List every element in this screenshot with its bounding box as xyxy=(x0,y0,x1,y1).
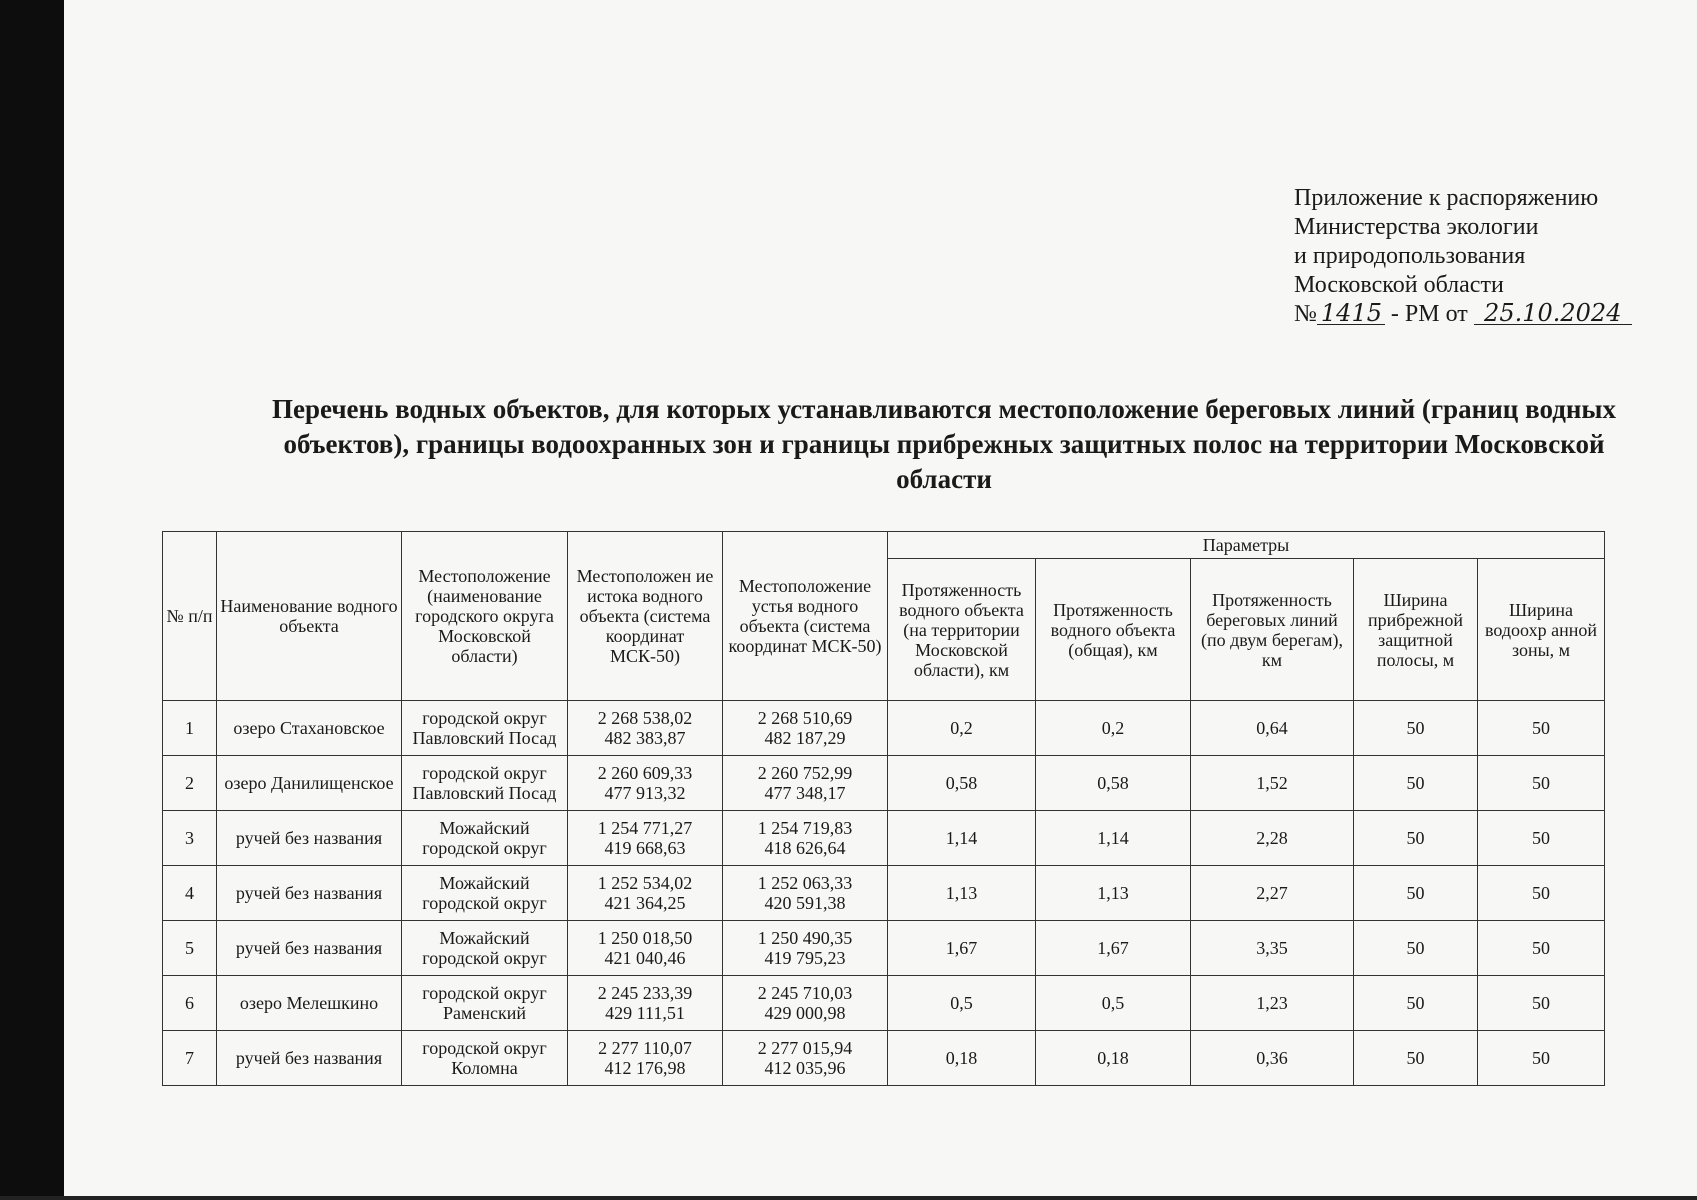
mouth-coord-y: 420 591,38 xyxy=(764,893,846,913)
document-title: Перечень водных объектов, для которых устанавливаются местоположение береговых линий (границ водных объектов), границы водоохранных зон и границы прибрежных защитных полос на территории Московской области xyxy=(272,394,1616,494)
cell-mouth xyxy=(723,1031,888,1086)
annex-order-line xyxy=(1294,300,1632,329)
location-line-2: городской округ xyxy=(422,948,547,968)
source-coord-y: 419 668,63 xyxy=(604,838,686,858)
location-line-1: Можайский xyxy=(439,873,530,893)
mouth-coord-x: 2 277 015,94 xyxy=(757,1038,853,1058)
source-coord-x: 2 268 538,02 xyxy=(597,708,693,728)
source-coord-x: 1 254 771,27 xyxy=(597,818,693,838)
cell-water-zone: 50 xyxy=(1478,811,1605,866)
cell-mouth xyxy=(723,921,888,976)
cell-length-region: 0,18 xyxy=(888,1031,1036,1086)
cell-mouth xyxy=(723,756,888,811)
location-line-2: Коломна xyxy=(451,1058,518,1078)
source-coord-y: 421 040,46 xyxy=(604,948,686,968)
order-date-handwritten: 25.10.2024 xyxy=(1474,302,1632,325)
cell-mouth xyxy=(723,976,888,1031)
cell-water-zone: 50 xyxy=(1478,1031,1605,1086)
table-row xyxy=(163,976,1605,1031)
mouth-coord-x: 1 250 490,35 xyxy=(757,928,853,948)
mouth-coord-y: 482 187,29 xyxy=(764,728,846,748)
location-line-1: Можайский xyxy=(439,928,530,948)
cell-name: озеро Стахановское xyxy=(217,701,402,756)
source-coord-y: 482 383,87 xyxy=(604,728,686,748)
cell-shoreline: 2,28 xyxy=(1191,811,1354,866)
cell-mouth xyxy=(723,811,888,866)
scan-bottom-edge xyxy=(0,1196,1697,1200)
cell-shoreline: 2,27 xyxy=(1191,866,1354,921)
cell-name: озеро Мелешкино xyxy=(217,976,402,1031)
scan-dark-edge xyxy=(0,0,64,1200)
location-line-2: Раменский xyxy=(442,1003,526,1023)
cell-shoreline: 1,52 xyxy=(1191,756,1354,811)
cell-length-region: 1,13 xyxy=(888,866,1036,921)
source-coord-x: 2 277 110,07 xyxy=(598,1038,692,1058)
table-row xyxy=(163,866,1605,921)
header-name: Наименование водного объекта xyxy=(217,532,402,701)
cell-num: 3 xyxy=(163,811,217,866)
cell-source xyxy=(568,756,723,811)
source-coord-y: 421 364,25 xyxy=(604,893,686,913)
annex-line-4: Московской области xyxy=(1294,272,1504,298)
header-shoreline: Протяженность береговых линий (по двум берегам), км xyxy=(1191,559,1354,701)
cell-coastal-strip: 50 xyxy=(1354,921,1478,976)
source-coord-x: 1 252 534,02 xyxy=(597,873,693,893)
cell-shoreline: 0,36 xyxy=(1191,1031,1354,1086)
cell-source xyxy=(568,921,723,976)
mouth-coord-x: 1 254 719,83 xyxy=(757,818,853,838)
source-coord-x: 2 260 609,33 xyxy=(597,763,693,783)
cell-coastal-strip: 50 xyxy=(1354,701,1478,756)
cell-length-total: 0,18 xyxy=(1036,1031,1191,1086)
cell-num: 7 xyxy=(163,1031,217,1086)
location-line-1: городской округ xyxy=(422,708,547,728)
cell-coastal-strip: 50 xyxy=(1354,756,1478,811)
location-line-2: городской округ xyxy=(422,893,547,913)
cell-water-zone: 50 xyxy=(1478,756,1605,811)
header-row-top xyxy=(163,532,1605,559)
mouth-coord-y: 412 035,96 xyxy=(764,1058,846,1078)
cell-location xyxy=(402,701,568,756)
cell-name: озеро Данилищенское xyxy=(217,756,402,811)
header-num: № п/п xyxy=(163,532,217,701)
source-coord-y: 429 111,51 xyxy=(605,1003,685,1023)
cell-mouth xyxy=(723,701,888,756)
cell-source xyxy=(568,1031,723,1086)
cell-num: 4 xyxy=(163,866,217,921)
cell-num: 2 xyxy=(163,756,217,811)
cell-water-zone: 50 xyxy=(1478,866,1605,921)
annex-line-2: Министерства экологии xyxy=(1294,214,1539,240)
cell-location xyxy=(402,811,568,866)
order-number-handwritten: 1415 xyxy=(1317,302,1385,325)
cell-name: ручей без названия xyxy=(217,921,402,976)
table-row xyxy=(163,1031,1605,1086)
header-coastal-strip: Ширина прибрежной защитной полосы, м xyxy=(1354,559,1478,701)
location-line-1: городской округ xyxy=(422,763,547,783)
cell-name: ручей без названия xyxy=(217,866,402,921)
water-objects-table xyxy=(162,531,1605,1086)
location-line-1: городской округ xyxy=(422,983,547,1003)
cell-num: 5 xyxy=(163,921,217,976)
source-coord-x: 2 245 233,39 xyxy=(597,983,693,1003)
cell-length-total: 1,14 xyxy=(1036,811,1191,866)
annex-line-3: и природопользования xyxy=(1294,243,1526,269)
cell-length-total: 1,13 xyxy=(1036,866,1191,921)
cell-length-total: 1,67 xyxy=(1036,921,1191,976)
cell-length-total: 0,5 xyxy=(1036,976,1191,1031)
cell-length-region: 0,5 xyxy=(888,976,1036,1031)
source-coord-y: 412 176,98 xyxy=(604,1058,686,1078)
cell-coastal-strip: 50 xyxy=(1354,976,1478,1031)
cell-source xyxy=(568,976,723,1031)
cell-num: 1 xyxy=(163,701,217,756)
location-line-2: Павловский Посад xyxy=(412,783,557,803)
table-row xyxy=(163,921,1605,976)
cell-source xyxy=(568,811,723,866)
cell-coastal-strip: 50 xyxy=(1354,1031,1478,1086)
header-length-region: Протяженность водного объекта (на территории Московской области), км xyxy=(888,559,1036,701)
cell-length-total: 0,2 xyxy=(1036,701,1191,756)
table-row xyxy=(163,756,1605,811)
cell-name: ручей без названия xyxy=(217,811,402,866)
source-coord-x: 1 250 018,50 xyxy=(597,928,693,948)
mouth-coord-y: 477 348,17 xyxy=(764,783,846,803)
cell-coastal-strip: 50 xyxy=(1354,866,1478,921)
cell-coastal-strip: 50 xyxy=(1354,811,1478,866)
cell-length-total: 0,58 xyxy=(1036,756,1191,811)
header-length-total: Протяженность водного объекта (общая), км xyxy=(1036,559,1191,701)
order-rm-text: - РМ от xyxy=(1384,301,1474,327)
cell-location xyxy=(402,976,568,1031)
source-coord-y: 477 913,32 xyxy=(604,783,686,803)
header-mouth: Местоположение устья водного объекта (система координат МСК-50) xyxy=(723,532,888,701)
cell-shoreline: 0,64 xyxy=(1191,701,1354,756)
cell-shoreline: 1,23 xyxy=(1191,976,1354,1031)
cell-location xyxy=(402,866,568,921)
header-water-zone: Ширина водоохр анной зоны, м xyxy=(1478,559,1605,701)
location-line-1: Можайский xyxy=(439,818,530,838)
mouth-coord-x: 2 260 752,99 xyxy=(757,763,853,783)
location-line-2: Павловский Посад xyxy=(412,728,557,748)
table-row xyxy=(163,811,1605,866)
cell-length-region: 1,14 xyxy=(888,811,1036,866)
mouth-coord-y: 429 000,98 xyxy=(764,1003,846,1023)
cell-location xyxy=(402,921,568,976)
cell-source xyxy=(568,866,723,921)
mouth-coord-y: 419 795,23 xyxy=(764,948,846,968)
cell-length-region: 0,2 xyxy=(888,701,1036,756)
mouth-coord-x: 2 245 710,03 xyxy=(757,983,853,1003)
cell-water-zone: 50 xyxy=(1478,921,1605,976)
location-line-1: городской округ xyxy=(422,1038,547,1058)
annex-block xyxy=(1294,184,1632,329)
mouth-coord-x: 2 268 510,69 xyxy=(757,708,853,728)
location-line-2: городской округ xyxy=(422,838,547,858)
header-location: Местоположение (наименование городского округа Московской области) xyxy=(402,532,568,701)
cell-water-zone: 50 xyxy=(1478,701,1605,756)
table-row xyxy=(163,701,1605,756)
cell-length-region: 0,58 xyxy=(888,756,1036,811)
cell-source xyxy=(568,701,723,756)
cell-location xyxy=(402,756,568,811)
cell-num: 6 xyxy=(163,976,217,1031)
order-number-prefix: № xyxy=(1294,301,1317,327)
mouth-coord-y: 418 626,64 xyxy=(764,838,846,858)
cell-water-zone: 50 xyxy=(1478,976,1605,1031)
cell-location xyxy=(402,1031,568,1086)
cell-mouth xyxy=(723,866,888,921)
annex-line-1: Приложение к распоряжению xyxy=(1294,185,1599,211)
mouth-coord-x: 1 252 063,33 xyxy=(757,873,853,893)
cell-shoreline: 3,35 xyxy=(1191,921,1354,976)
cell-name: ручей без названия xyxy=(217,1031,402,1086)
header-source: Местоположен ие истока водного объекта (система координат МСК-50) xyxy=(568,532,723,701)
cell-length-region: 1,67 xyxy=(888,921,1036,976)
header-params: Параметры xyxy=(888,532,1605,559)
